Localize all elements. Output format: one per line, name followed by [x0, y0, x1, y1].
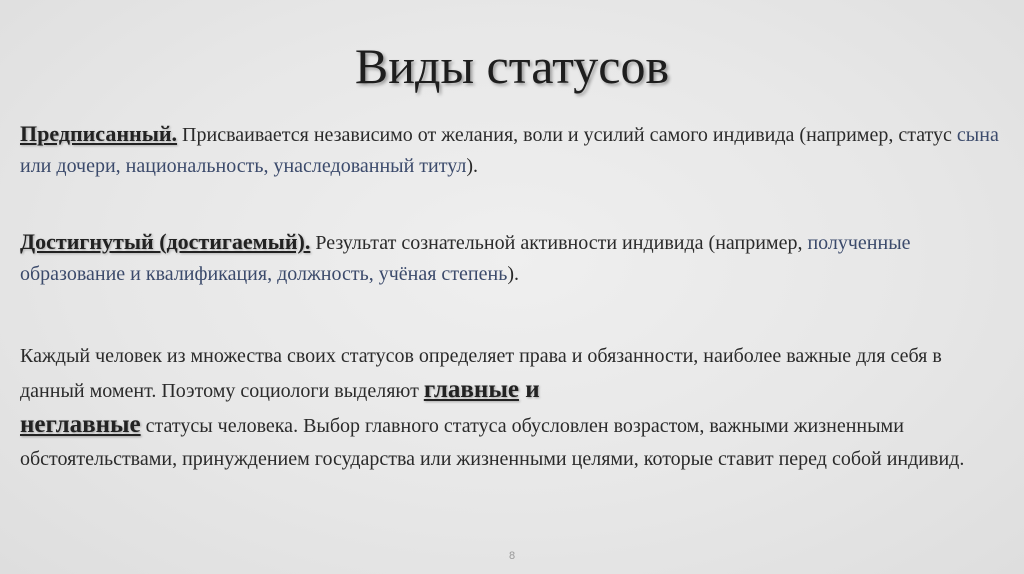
- achieved-status-definition: Результат сознательной активности индивида (например,: [310, 232, 808, 254]
- ascribed-status-examples: сына или дочери, национальность, унаследованный титул: [20, 124, 999, 177]
- secondary-status-term: неглавные: [20, 411, 141, 438]
- achieved-status-examples: полученные образование и квалификация, должность, учёная степень: [20, 232, 911, 285]
- ascribed-status-paragraph: [20, 118, 1005, 182]
- conjunction-and: и: [518, 376, 540, 403]
- slide-title: Виды статусов: [354, 38, 670, 94]
- achieved-status-closing: ).: [507, 263, 520, 285]
- ascribed-status-term: Предписанный.: [20, 121, 178, 146]
- main-status-term: главные: [423, 376, 519, 403]
- achieved-status-term: Достигнутый (достигаемый).: [20, 229, 311, 254]
- page-number: 8: [508, 550, 516, 562]
- achieved-status-paragraph: [20, 226, 1005, 290]
- ascribed-status-closing: ).: [466, 155, 478, 177]
- main-statuses-explanation: статусы человека. Выбор главного статуса обусловлен возрастом, важными жизненными обстоятельствами, принуждением государства или жизненными целями, которые ставит перед собой индивид.: [20, 415, 965, 470]
- ascribed-status-definition: Присваивается независимо от желания, воли и усилий самого индивида (например, статус: [177, 124, 957, 146]
- main-statuses-intro: Каждый человек из множества своих статусов определяет права и обязанности, наиболее важные для себя в данный момент. Поэтому социологи выделяют: [20, 345, 942, 402]
- main-statuses-paragraph: [20, 340, 1005, 476]
